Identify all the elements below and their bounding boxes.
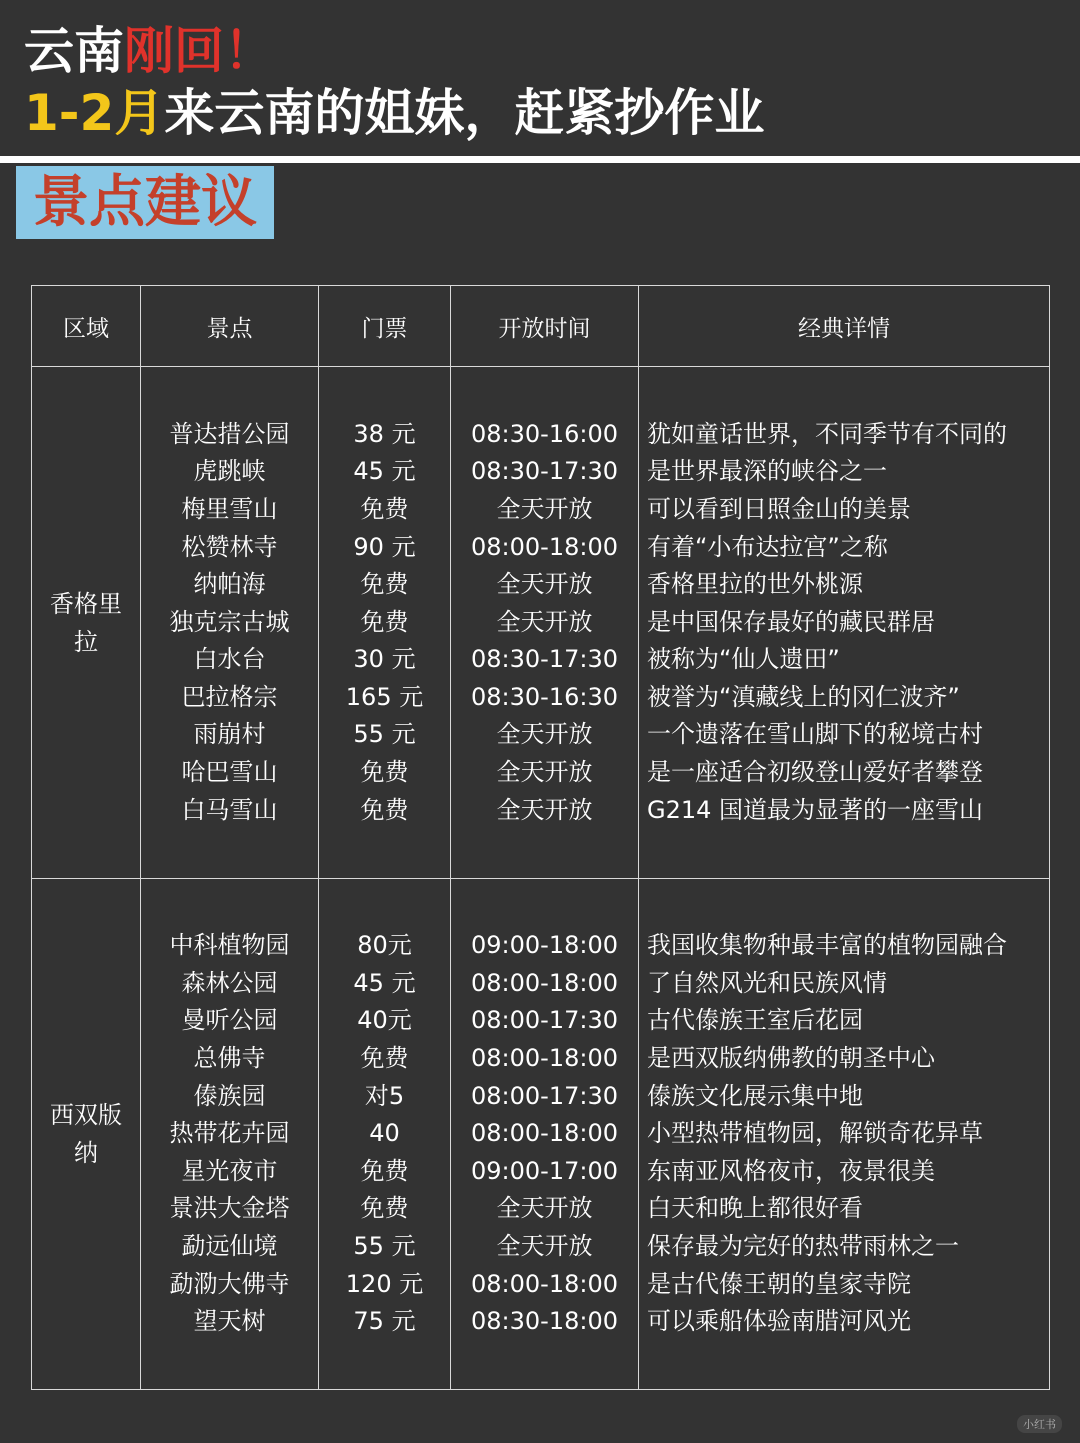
header-spot: 景点 [141, 286, 319, 367]
opening-hours: 08:00-17:30 [471, 1081, 618, 1110]
header-hours: 开放时间 [451, 286, 639, 367]
ticket-price: 40 [369, 1119, 400, 1148]
title-rest: 来云南的姐妹，赶紧抄作业 [164, 84, 765, 142]
spot-name: 星光夜市 [181, 1156, 278, 1185]
ticket-price: 免费 [360, 758, 409, 787]
spot-name: 傣族园 [193, 1081, 266, 1110]
ticket-price: 45 元 [353, 968, 416, 997]
detail-text: 是中国保存最好的藏民群居 [647, 607, 935, 636]
spot-name: 森林公园 [181, 968, 278, 997]
spot-name: 白水台 [193, 645, 266, 674]
ticket-price: 80元 [357, 931, 412, 960]
ticket-price: 38 元 [353, 419, 416, 448]
ticket-price: 免费 [360, 1156, 409, 1185]
detail-text: 保存最为完好的热带雨林之一 [647, 1231, 959, 1260]
section-label: 景点建议 [16, 166, 274, 239]
spot-name: 热带花卉园 [169, 1119, 290, 1148]
detail-text: 小型热带植物园，解锁奇花异草 [647, 1119, 983, 1148]
detail-text: 是世界最深的峡谷之一 [647, 457, 887, 486]
ticket-price: 40元 [357, 1006, 412, 1035]
detail-text: 犹如童话世界，不同季节有不同的 [647, 419, 1007, 448]
opening-hours: 08:00-18:00 [471, 968, 618, 997]
ticket-price: 免费 [360, 494, 409, 523]
spot-name: 景洪大金塔 [169, 1194, 290, 1223]
region-group-row [32, 367, 1050, 879]
opening-hours: 全天开放 [496, 607, 593, 636]
attractions-table [31, 285, 1050, 1390]
detail-text: 可以看到日照金山的美景 [647, 494, 911, 523]
opening-hours: 09:00-17:00 [471, 1156, 618, 1185]
spot-name: 梅里雪山 [181, 494, 278, 523]
detail-text: 是古代傣王朝的皇家寺院 [647, 1269, 911, 1298]
ticket-price: 120 元 [345, 1269, 424, 1298]
opening-hours: 08:30-16:30 [471, 682, 618, 711]
ticket-price: 对5 [364, 1081, 405, 1110]
spot-name: 雨崩村 [193, 720, 266, 749]
header-ticket: 门票 [319, 286, 451, 367]
detail-text: 是一座适合初级登山爱好者攀登 [647, 758, 983, 787]
ticket-price: 免费 [360, 1044, 409, 1073]
detail-text: 东南亚风格夜市，夜景很美 [647, 1156, 935, 1185]
title-prefix: 云南 [24, 22, 124, 80]
opening-hours: 全天开放 [496, 570, 593, 599]
detail-text: G214 国道最为显著的一座雪山 [647, 795, 984, 824]
spot-name: 松赞林寺 [181, 532, 278, 561]
detail-text: 白天和晚上都很好看 [647, 1194, 863, 1223]
opening-hours: 全天开放 [496, 720, 593, 749]
opening-hours: 全天开放 [496, 1194, 593, 1223]
title-highlight-yellow: 1-2月 [24, 84, 165, 142]
spot-name: 独克宗古城 [169, 607, 290, 636]
spot-name: 总佛寺 [193, 1044, 266, 1073]
spot-name: 勐泐大佛寺 [169, 1269, 290, 1298]
detail-text: 有着“小布达拉宫”之称 [647, 532, 888, 561]
detail-text: 被称为“仙人遗田” [647, 645, 840, 674]
spot-name: 白马雪山 [181, 795, 278, 824]
opening-hours: 08:00-18:00 [471, 1269, 618, 1298]
opening-hours: 08:30-17:30 [471, 457, 618, 486]
region-cell: 西双版纳 [32, 879, 141, 1390]
ticket-price: 30 元 [353, 645, 416, 674]
detail-text: 傣族文化展示集中地 [647, 1081, 863, 1110]
ticket-price: 免费 [360, 607, 409, 636]
opening-hours-column [451, 879, 639, 1390]
opening-hours: 08:30-17:30 [471, 645, 618, 674]
header-divider [0, 156, 1080, 163]
spot-name: 中科植物园 [169, 931, 290, 960]
ticket-price-column [319, 879, 451, 1390]
opening-hours: 全天开放 [496, 1231, 593, 1260]
detail-text: 香格里拉的世外桃源 [647, 570, 863, 599]
spot-name: 巴拉格宗 [181, 682, 278, 711]
opening-hours: 08:00-18:00 [471, 1044, 618, 1073]
spot-name: 哈巴雪山 [181, 758, 278, 787]
opening-hours-column [451, 367, 639, 879]
ticket-price: 165 元 [345, 682, 424, 711]
detail-text: 古代傣族王室后花园 [647, 1006, 863, 1035]
opening-hours: 08:00-17:30 [471, 1006, 618, 1035]
detail-text: 被誉为“滇藏线上的冈仁波齐” [647, 682, 960, 711]
header-region: 区域 [32, 286, 141, 367]
title-line-1 [24, 18, 274, 84]
spot-name: 虎跳峡 [193, 457, 266, 486]
region-group-row [32, 879, 1050, 1390]
opening-hours: 08:30-18:00 [471, 1307, 618, 1336]
detail-text-column [639, 367, 1050, 879]
ticket-price: 免费 [360, 795, 409, 824]
ticket-price: 55 元 [353, 1231, 416, 1260]
ticket-price: 55 元 [353, 720, 416, 749]
spot-name-column [141, 879, 319, 1390]
detail-text: 了自然风光和民族风情 [647, 968, 887, 997]
ticket-price: 免费 [360, 570, 409, 599]
table-header-row [32, 286, 1050, 367]
title-highlight-red: 刚回！ [124, 22, 274, 80]
spot-name: 勐远仙境 [181, 1231, 278, 1260]
detail-text: 我国收集物种最丰富的植物园融合 [647, 931, 1007, 960]
opening-hours: 全天开放 [496, 795, 593, 824]
header-detail: 经典详情 [639, 286, 1050, 367]
ticket-price-column [319, 367, 451, 879]
watermark: 小红书 [1017, 1415, 1062, 1433]
spot-name: 曼听公园 [181, 1006, 278, 1035]
spot-name-column [141, 367, 319, 879]
ticket-price: 90 元 [353, 532, 416, 561]
region-cell: 香格里拉 [32, 367, 141, 879]
title-line-2 [24, 80, 764, 146]
opening-hours: 全天开放 [496, 494, 593, 523]
ticket-price: 45 元 [353, 457, 416, 486]
spot-name: 普达措公园 [169, 419, 290, 448]
opening-hours: 09:00-18:00 [471, 931, 618, 960]
detail-text-column [639, 879, 1050, 1390]
opening-hours: 08:00-18:00 [471, 1119, 618, 1148]
opening-hours: 08:00-18:00 [471, 532, 618, 561]
opening-hours: 08:30-16:00 [471, 419, 618, 448]
detail-text: 一个遗落在雪山脚下的秘境古村 [647, 720, 983, 749]
ticket-price: 免费 [360, 1194, 409, 1223]
spot-name: 纳帕海 [193, 570, 266, 599]
ticket-price: 75 元 [353, 1307, 416, 1336]
detail-text: 是西双版纳佛教的朝圣中心 [647, 1044, 935, 1073]
opening-hours: 全天开放 [496, 758, 593, 787]
spot-name: 望天树 [193, 1307, 266, 1336]
detail-text: 可以乘船体验南腊河风光 [647, 1307, 911, 1336]
